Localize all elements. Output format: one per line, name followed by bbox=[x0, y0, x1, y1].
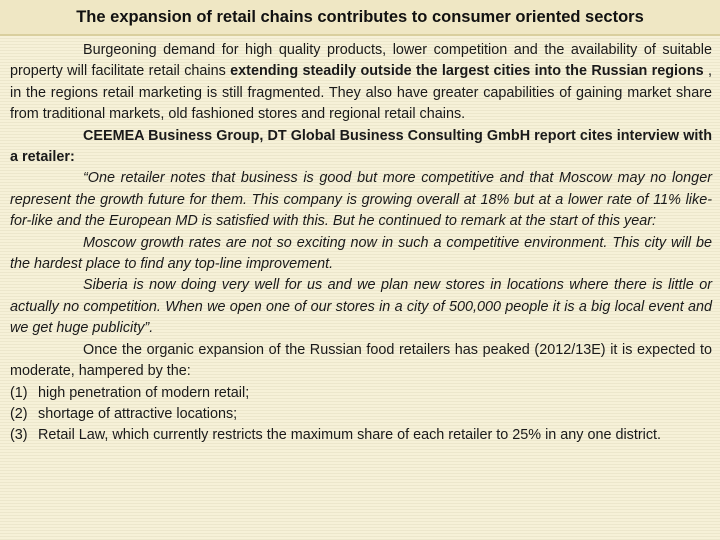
list-item bbox=[10, 425, 712, 446]
slide-title: The expansion of retail chains contributes to consumer oriented sectors bbox=[0, 0, 720, 36]
quote-paragraph-3: Siberia is now doing very well for us and we plan new stores in locations where there is little or actually no competition. When we open one of our stores in a city of 500,000 people it is a big local event and we get huge publicity”. bbox=[10, 277, 712, 337]
list-item-number: (3) bbox=[10, 427, 28, 444]
paragraph-intro bbox=[10, 40, 712, 126]
paragraph-report-source: CEEMEA Business Group, DT Global Business Consulting GmbH report cites interview with a retailer: bbox=[10, 127, 712, 166]
quote-paragraph-2: Moscow growth rates are not so exciting now in such a competitive environment. This city will be the hardest place to find any top-line improvement. bbox=[10, 234, 712, 273]
list-item-text: Retail Law, which currently restricts the maximum share of each retailer to 25% in any one district. bbox=[38, 427, 662, 444]
slide-body bbox=[10, 40, 712, 447]
list-item-number: (1) bbox=[10, 384, 28, 401]
intro-text-1: Burgeoning demand for high quality products, lower competition and the availability of suitable property will facilitate retail chains bbox=[10, 42, 712, 80]
list-item-number: (2) bbox=[10, 405, 28, 422]
paragraph-conclusion: Once the organic expansion of the Russian food retailers has peaked (2012/13E) it is expected to moderate, hampered by the: bbox=[10, 341, 712, 380]
list-item-text: shortage of attractive locations; bbox=[38, 405, 238, 422]
list-item bbox=[10, 404, 712, 425]
quote-paragraph-1: “One retailer notes that business is good but more competitive and that Moscow may no longer represent the growth future for them. This company is growing overall at 18% but at a lower rate of 11% like-for-like and the European MD is satisfied with this. But he continued to remark at the start of this year: bbox=[10, 170, 712, 230]
intro-bold-text: extending steadily outside the largest cities into the Russian regions bbox=[230, 63, 704, 80]
intro-text-2: , in the regions retail marketing is still fragmented. They also have greater capabilities of gaining market share from traditional markets, old fashioned stores and regional retail chains. bbox=[10, 63, 712, 123]
list-item bbox=[10, 383, 712, 404]
list-item-text: high penetration of modern retail; bbox=[38, 384, 250, 401]
